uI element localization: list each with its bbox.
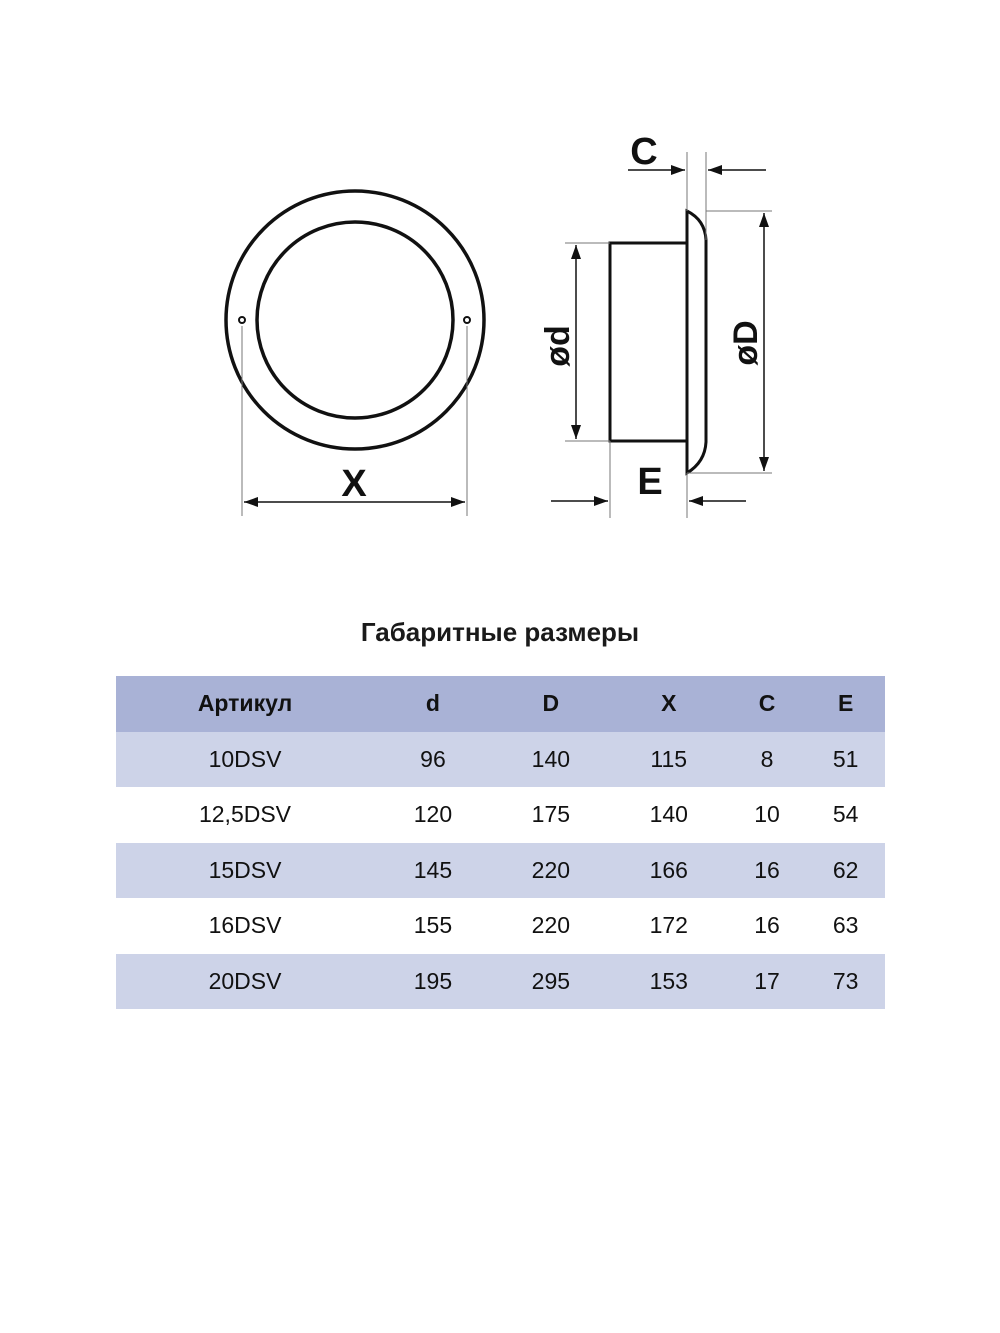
- cell-d: 120: [413, 801, 453, 828]
- table-row: [116, 843, 885, 899]
- cell-e: 51: [806, 732, 885, 788]
- cell-D: 175: [531, 801, 571, 828]
- header-d: d: [374, 676, 492, 732]
- cell-article: 20DSV: [116, 954, 374, 1010]
- header-e: E: [806, 676, 885, 732]
- cell-d: 96: [374, 732, 492, 788]
- header-article: Артикул: [116, 676, 374, 732]
- cell-D: 295: [492, 954, 610, 1010]
- side-view: [539, 131, 772, 518]
- front-view: [226, 191, 484, 516]
- label-c: C: [630, 131, 658, 173]
- cell-x: 115: [610, 732, 728, 788]
- header-x: X: [610, 676, 728, 732]
- table-row: [116, 787, 885, 843]
- table-row: [116, 732, 885, 788]
- table-header-row: [116, 676, 885, 732]
- cell-x: 166: [610, 843, 728, 899]
- cell-x: 172: [649, 912, 688, 939]
- header-D: D: [492, 676, 610, 732]
- cell-c: 16: [728, 843, 807, 899]
- cell-x: 153: [610, 954, 728, 1010]
- cell-article: 12,5DSV: [198, 801, 292, 828]
- cell-article: 10DSV: [116, 732, 374, 788]
- cell-x: 140: [649, 801, 688, 828]
- label-x: X: [341, 463, 367, 505]
- label-e: E: [637, 461, 663, 503]
- cell-D: 220: [492, 843, 610, 899]
- cell-c: 17: [728, 954, 807, 1010]
- label-d: ød: [539, 325, 577, 367]
- cell-article: 16DSV: [208, 912, 282, 939]
- cell-c: 16: [754, 912, 780, 939]
- table-row: [116, 898, 885, 954]
- cell-d: 155: [413, 912, 453, 939]
- label-D: øD: [727, 320, 765, 366]
- cell-article: 15DSV: [116, 843, 374, 899]
- cell-e: 62: [806, 843, 885, 899]
- technical-drawing: [0, 0, 1000, 560]
- cell-e: 73: [806, 954, 885, 1010]
- cell-c: 10: [754, 801, 780, 828]
- cell-e: 63: [832, 912, 859, 939]
- dimensions-table: [116, 676, 885, 1009]
- cell-D: 140: [492, 732, 610, 788]
- header-c: C: [728, 676, 807, 732]
- table-row: [116, 954, 885, 1010]
- page-title: Габаритные размеры: [360, 617, 640, 647]
- cell-D: 220: [531, 912, 571, 939]
- cell-d: 195: [374, 954, 492, 1010]
- cell-d: 145: [374, 843, 492, 899]
- cell-e: 54: [832, 801, 859, 828]
- cell-c: 8: [728, 732, 807, 788]
